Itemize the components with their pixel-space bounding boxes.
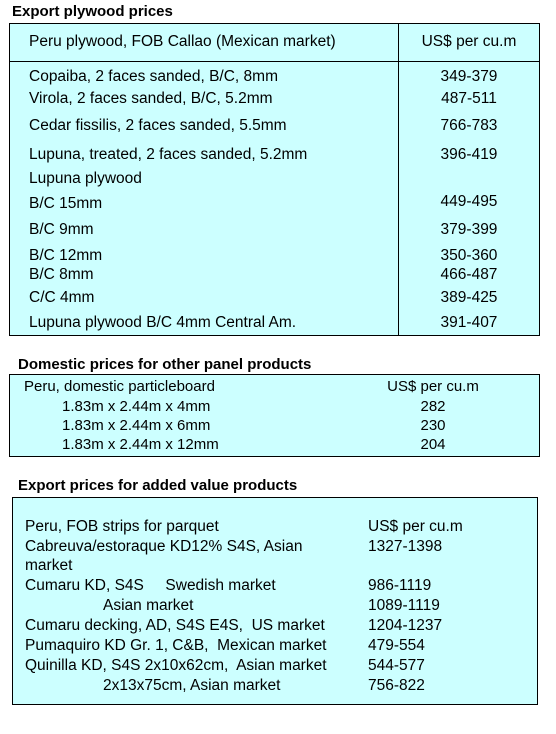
table-row-price: 389-425 bbox=[440, 289, 498, 306]
table-row-product: B/C 12mm bbox=[29, 247, 103, 264]
table-row-price: 204 bbox=[420, 436, 446, 453]
column-header-product: Peru plywood, FOB Callao (Mexican market) bbox=[29, 33, 336, 50]
table-row-price: 487-511 bbox=[441, 90, 497, 107]
table-row-price: 282 bbox=[420, 398, 446, 415]
table-row-price: 350-360 bbox=[440, 247, 498, 264]
added-value-heading: Export prices for added value products bbox=[18, 477, 298, 494]
table-row-product: C/C 4mm bbox=[29, 289, 95, 306]
table-row-price: 1204-1237 bbox=[368, 617, 443, 634]
table-row-product: B/C 8mm bbox=[29, 266, 94, 283]
table-row-product: Copaiba, 2 faces sanded, B/C, 8mm bbox=[29, 68, 278, 85]
table-row-product: 2x13x75cm, Asian market bbox=[103, 677, 281, 694]
table-row-price: 1327-1398 bbox=[368, 538, 443, 555]
table-row-product: Cabreuva/estoraque KD12% S4S, Asian bbox=[25, 538, 303, 555]
column-header-product: Peru, FOB strips for parquet bbox=[25, 518, 219, 535]
table-row-product: Cumaru KD, S4S Swedish market bbox=[25, 577, 276, 594]
table-row-product: 1.83m x 2.44m x 12mm bbox=[62, 436, 219, 453]
table-row-price: 766-783 bbox=[440, 117, 498, 134]
column-header-price: US$ per cu.m bbox=[421, 33, 517, 50]
table-row-product: Lupuna plywood bbox=[29, 170, 142, 187]
domestic-prices-table bbox=[9, 374, 540, 457]
table-row-product: Lupuna, treated, 2 faces sanded, 5.2mm bbox=[29, 146, 308, 163]
table-row-product: 1.83m x 2.44m x 4mm bbox=[62, 398, 211, 415]
table-row-price: 544-577 bbox=[368, 657, 425, 674]
table-row-price: 230 bbox=[420, 417, 446, 434]
table-row-price: 1089-1119 bbox=[368, 597, 440, 614]
table-row-price: 466-487 bbox=[440, 266, 498, 283]
table-row-product: B/C 15mm bbox=[29, 195, 103, 212]
table-row-price: 391-407 bbox=[440, 314, 498, 331]
table-row-price: 756-822 bbox=[368, 677, 425, 694]
table-row-product: Quinilla KD, S4S 2x10x62cm, Asian market bbox=[25, 657, 327, 674]
added-value-table bbox=[12, 497, 538, 705]
table-row-product: market bbox=[25, 557, 73, 574]
export-plywood-heading: Export plywood prices bbox=[12, 3, 173, 20]
table-row-product: Cumaru decking, AD, S4S E4S, US market bbox=[25, 617, 325, 634]
table-row-price: 986-1119 bbox=[368, 577, 432, 594]
table-row-price: 396-419 bbox=[440, 146, 498, 163]
table-row-price: 349-379 bbox=[440, 68, 498, 85]
table-row-product: Virola, 2 faces sanded, B/C, 5.2mm bbox=[29, 90, 273, 107]
table-row-product: Cedar fissilis, 2 faces sanded, 5.5mm bbox=[29, 117, 287, 134]
table-row-product: 1.83m x 2.44m x 6mm bbox=[62, 417, 211, 434]
table-row-price: 379-399 bbox=[440, 221, 498, 238]
table-row-product: Pumaquiro KD Gr. 1, C&B, Mexican market bbox=[25, 637, 327, 654]
table-row-product: Asian market bbox=[103, 597, 194, 614]
table-row-product: Lupuna plywood B/C 4mm Central Am. bbox=[29, 314, 297, 331]
table-row-price: 449-495 bbox=[440, 193, 498, 210]
export-plywood-table bbox=[9, 23, 540, 336]
table-row-product: B/C 9mm bbox=[29, 221, 94, 238]
column-header-price: US$ per cu.m bbox=[368, 518, 463, 535]
domestic-prices-heading: Domestic prices for other panel products bbox=[18, 356, 312, 373]
header-divider bbox=[10, 61, 539, 62]
table-row-price: 479-554 bbox=[368, 637, 425, 654]
column-header-product: Peru, domestic particleboard bbox=[24, 378, 215, 395]
column-header-price: US$ per cu.m bbox=[387, 378, 479, 395]
